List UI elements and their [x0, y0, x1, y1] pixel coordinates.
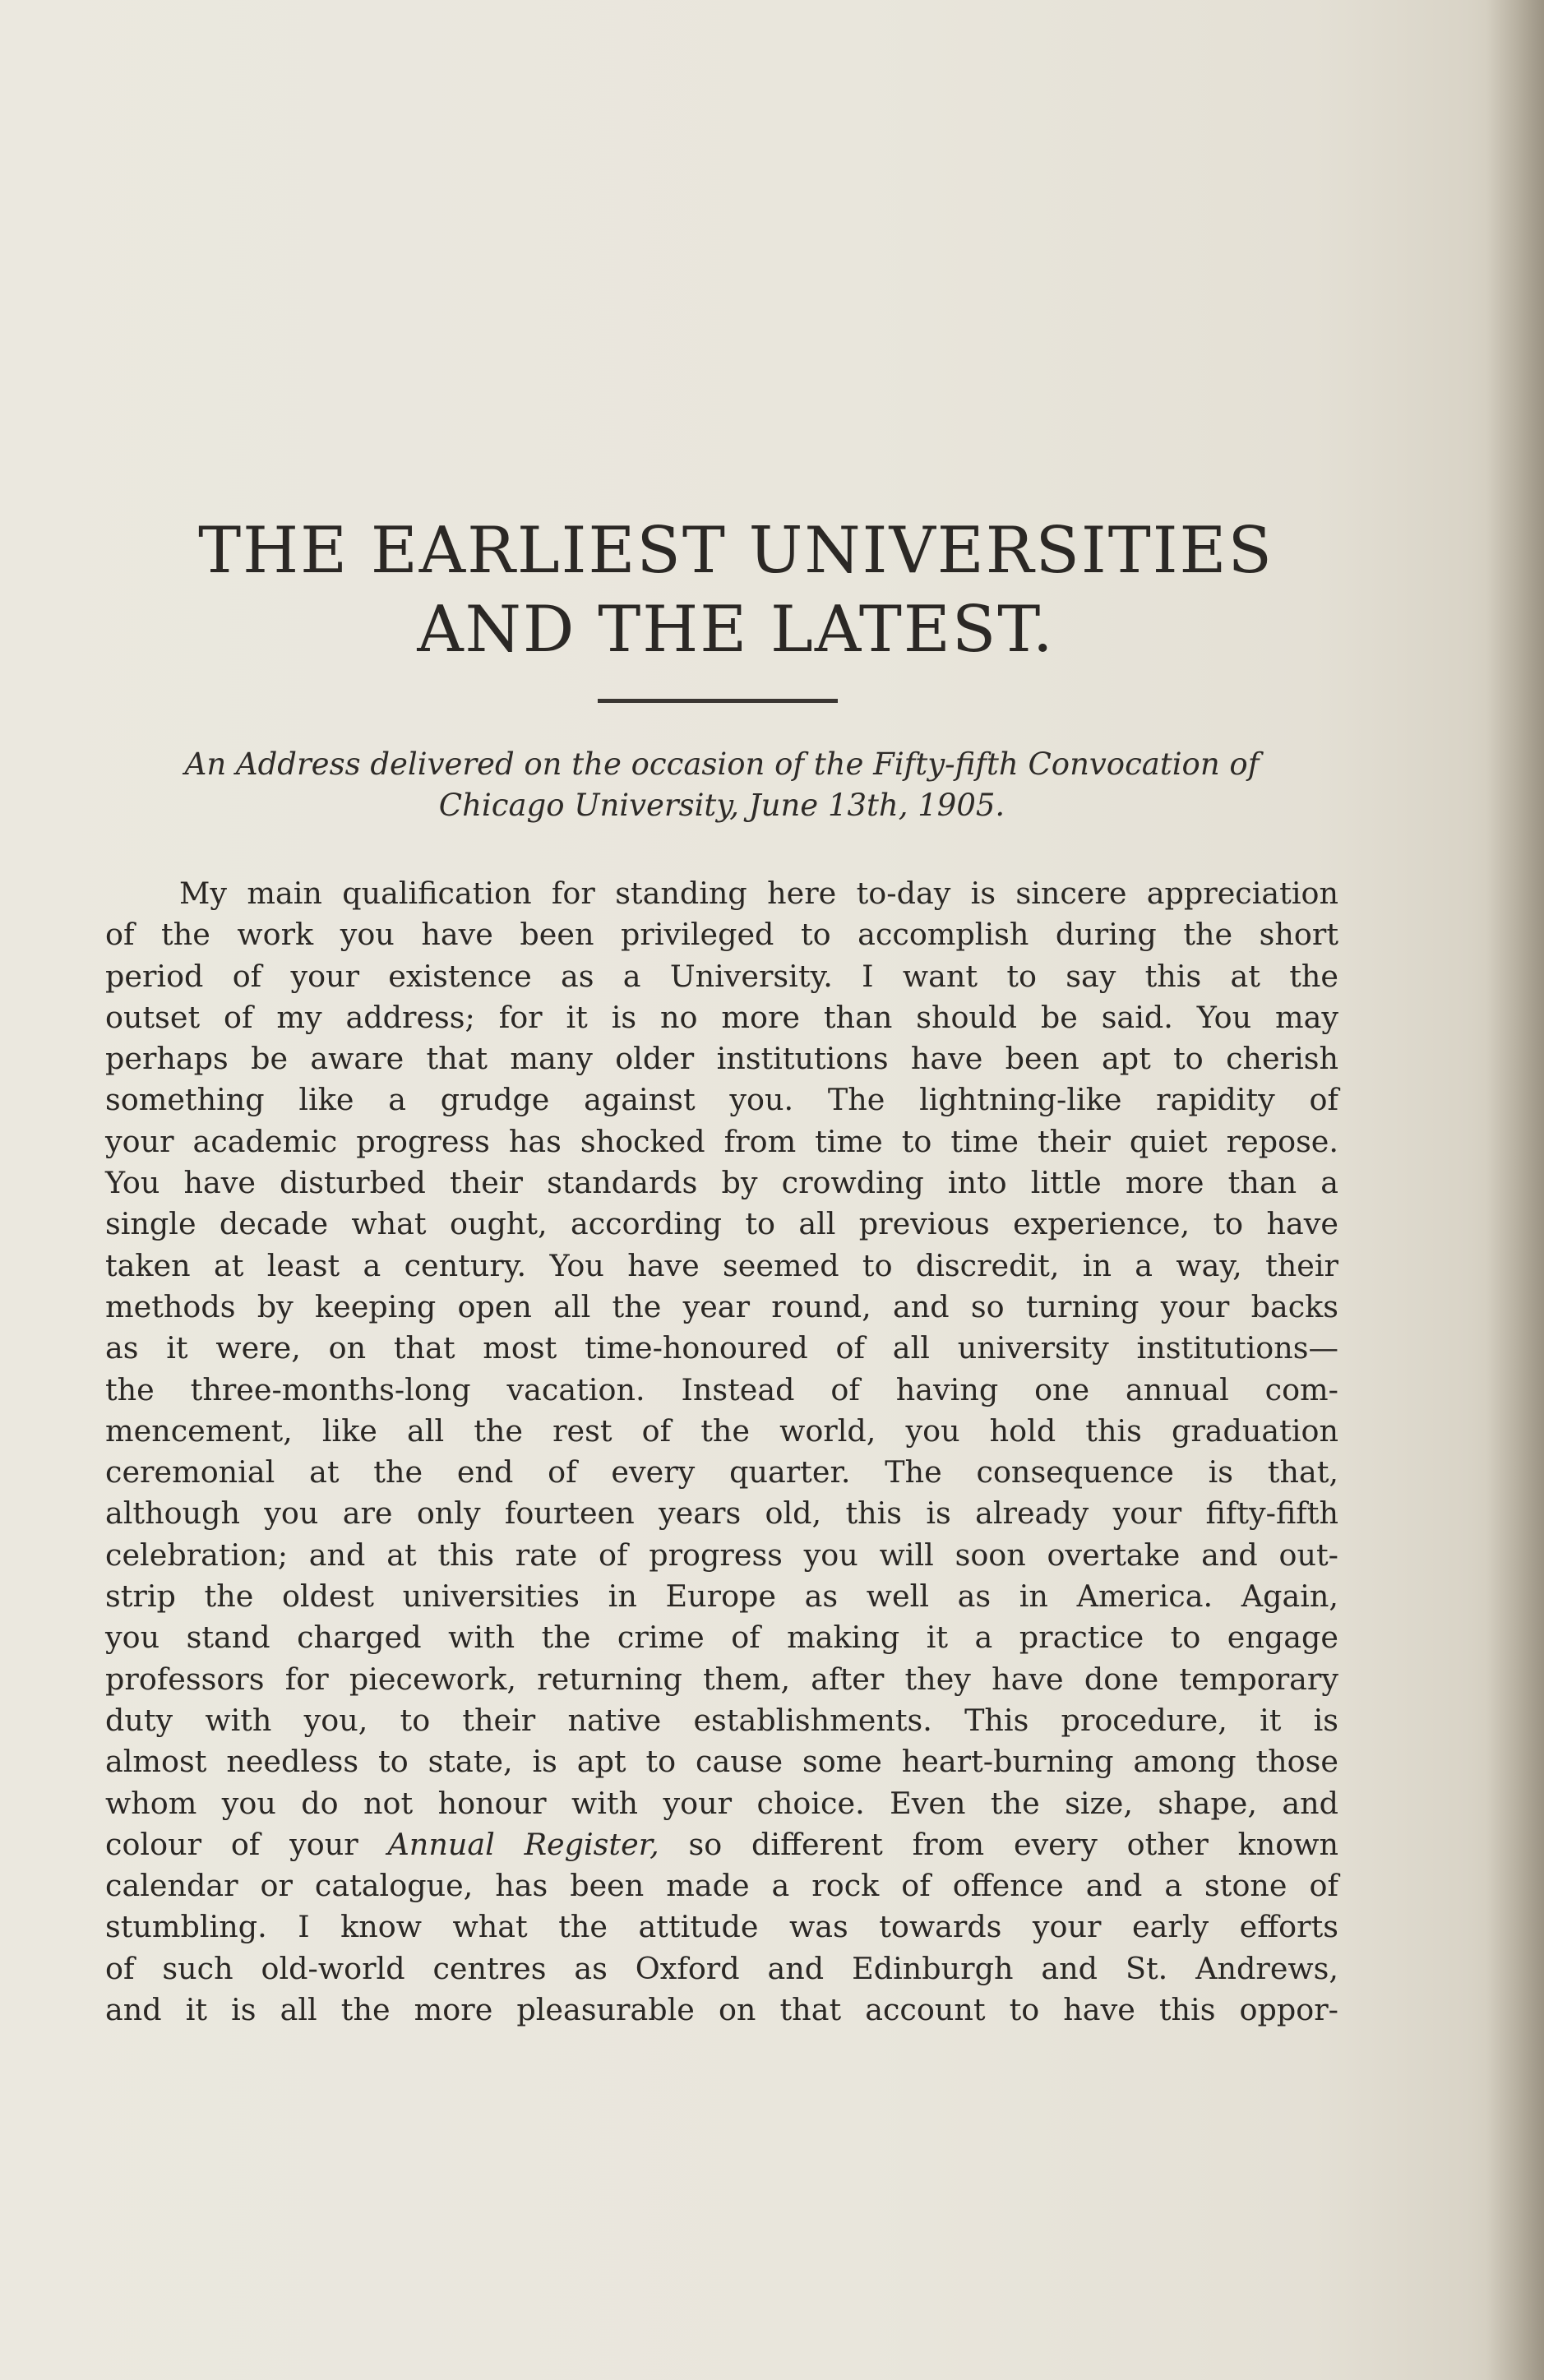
subtitle-line-1: An Address delivered on the occasion of the Fifty-fifth Convocation of	[184, 746, 1260, 782]
body-line: the three-months-long vacation. Instead of having one annual com-	[105, 1371, 1338, 1407]
document-title	[115, 511, 1357, 669]
body-line-with-italic	[105, 1824, 1338, 1865]
body-line: duty with you, to their native establishments. This procedure, it is	[105, 1702, 1338, 1738]
body-line: of such old-world centres as Oxford and Edinburgh and St. Andrews,	[105, 1950, 1338, 1986]
body-line: you stand charged with the crime of making it a practice to engage	[105, 1620, 1338, 1656]
body-line: You have disturbed their standards by crowding into little more than a	[105, 1165, 1338, 1201]
body-line: strip the oldest universities in Europe as well as in America. Again,	[105, 1578, 1338, 1615]
body-line: ceremonial at the end of every quarter. The consequence is that,	[105, 1454, 1338, 1490]
annual-register-italic: Annual Register,	[387, 1826, 659, 1862]
title-divider	[598, 699, 838, 703]
body-line: as it were, on that most time-honoured of all university institutions—	[105, 1330, 1338, 1366]
body-text-segment: colour of your	[105, 1826, 388, 1862]
body-line: of the work you have been privileged to accomplish during the short	[105, 917, 1338, 953]
body-line: although you are only fourteen years old, this is already your fifty-fifth	[105, 1495, 1338, 1532]
body-line: calendar or catalogue, has been made a rock of offence and a stone of	[105, 1868, 1338, 1904]
body-line: whom you do not honour with your choice. Even the size, shape, and	[105, 1785, 1338, 1821]
body-line: single decade what ought, according to all previous experience, to have	[105, 1206, 1338, 1242]
body-line: period of your existence as a University. I want to say this at the	[105, 958, 1338, 994]
body-line: methods by keeping open all the year round, and so turning your backs	[105, 1288, 1338, 1324]
body-line: My main qualification for standing here to-day is sincere appreciation	[179, 876, 1338, 911]
body-paragraph	[105, 873, 1338, 2031]
body-line: perhaps be aware that many older institutions have been apt to cherish	[105, 1041, 1338, 1077]
body-line: mencement, like all the rest of the world, you hold this graduation	[105, 1412, 1338, 1449]
body-text-segment: so different from every other known	[659, 1826, 1338, 1862]
body-line: professors for piecework, returning them, after they have done temporary	[105, 1661, 1338, 1697]
body-line: celebration; and at this rate of progress you will soon overtake and out-	[105, 1537, 1338, 1573]
body-line: almost needless to state, is apt to cause some heart-burning among those	[105, 1744, 1338, 1780]
body-line: stumbling. I know what the attitude was towards your early efforts	[105, 1909, 1338, 1945]
body-line: your academic progress has shocked from time to time their quiet repose.	[105, 1123, 1338, 1159]
body-line: outset of my address; for it is no more than should be said. You may	[105, 999, 1338, 1035]
body-line: taken at least a century. You have seemed to discredit, in a way, their	[105, 1247, 1338, 1283]
title-line-1: THE EARLIEST UNIVERSITIES	[198, 514, 1274, 588]
title-line-2: AND THE LATEST.	[417, 593, 1055, 667]
page-edge-shadow	[1486, 0, 1544, 2380]
subtitle-line-2: Chicago University, June 13th, 1905.	[438, 788, 1005, 823]
document-subtitle	[105, 744, 1338, 826]
body-line: something like a grudge against you. The lightning-like rapidity of	[105, 1082, 1338, 1118]
body-line: and it is all the more pleasurable on that account to have this oppor-	[105, 1992, 1338, 2028]
